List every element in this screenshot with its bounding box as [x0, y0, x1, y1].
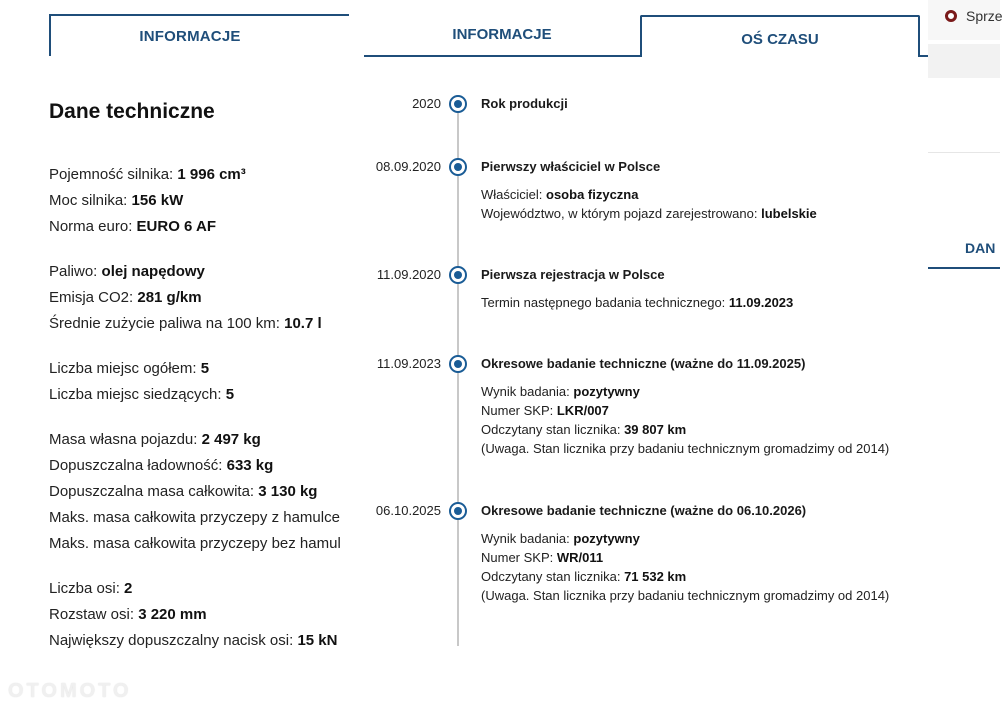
spec-label: Moc silnika: — [49, 192, 132, 209]
timeline-detail-row — [481, 382, 921, 401]
spec-value: 15 kN — [297, 632, 338, 649]
timeline-detail-value: lubelskie — [761, 206, 817, 221]
right-side-panel — [928, 0, 1003, 714]
spec-label: Średnie zużycie paliwa na 100 km: — [49, 315, 285, 332]
spec-value: 5 — [225, 386, 235, 403]
spec-value: 2 — [124, 580, 133, 597]
spec-value: 10.7 l — [284, 315, 322, 332]
timeline-dot-icon — [449, 266, 467, 284]
timeline-detail-value: osoba fizyczna — [546, 187, 639, 202]
timeline-detail-label: (Uwaga. Stan licznika przy badaniu technicznym gromadzimy od 2014) — [481, 588, 890, 603]
timeline-detail-value: LKR/007 — [556, 403, 609, 418]
spec-label: Dopuszczalna ładowność: — [49, 457, 227, 474]
spec-label: Największy dopuszczalny nacisk osi: — [49, 632, 298, 649]
timeline-detail-label: Numer SKP: — [481, 550, 557, 565]
timeline-detail-label: (Uwaga. Stan licznika przy badaniu technicznym gromadzimy od 2014) — [481, 441, 890, 456]
tab-informacje-left[interactable]: INFORMACJE — [49, 14, 349, 56]
spec-row — [49, 576, 369, 602]
spec-label: Emisja CO2: — [49, 289, 138, 306]
timeline-dot-icon — [449, 158, 467, 176]
timeline-detail-label: Wynik badania: — [481, 384, 574, 399]
spec-value: EURO 6 AF — [136, 218, 216, 235]
timeline-panel — [328, 0, 928, 714]
timeline-detail-row — [481, 401, 921, 420]
timeline-date: 06.10.2025 — [375, 503, 441, 518]
timeline-detail-row — [481, 185, 921, 204]
tab-os-czasu[interactable]: OŚ CZASU — [640, 15, 920, 57]
timeline-details — [481, 293, 921, 312]
timeline-detail-value: pozytywny — [573, 531, 640, 546]
timeline-detail-label: Odczytany stan licznika: — [481, 569, 625, 584]
timeline-detail-value: 71 532 km — [624, 569, 687, 584]
timeline-detail-label: Termin następnego badania technicznego: — [481, 295, 729, 310]
spec-row — [49, 531, 369, 557]
timeline-date: 2020 — [412, 96, 441, 111]
spec-value: 3 220 mm — [138, 606, 207, 623]
spec-value: 281 g/km — [137, 289, 202, 306]
timeline-detail-row — [481, 439, 921, 458]
timeline-detail-row — [481, 204, 921, 223]
timeline-date: 08.09.2020 — [375, 159, 441, 174]
spec-row — [49, 628, 369, 654]
spec-row — [49, 427, 369, 453]
spec-group-gap — [49, 337, 369, 356]
spec-value: 3 130 kg — [258, 483, 318, 500]
timeline-detail-label: Województwo, w którym pojazd zarejestrowano: — [481, 206, 762, 221]
spec-label: Maks. masa całkowita przyczepy z hamulce — [49, 509, 340, 526]
spec-label: Dopuszczalna masa całkowita: — [49, 483, 259, 500]
timeline-date: 11.09.2020 — [376, 267, 441, 282]
spec-row — [49, 453, 369, 479]
spec-value: 1 996 cm³ — [177, 166, 246, 183]
spec-group-gap — [49, 557, 369, 576]
spec-value: 156 kW — [131, 192, 184, 209]
right-divider — [928, 152, 1000, 153]
timeline-detail-value: 39 807 km — [624, 422, 687, 437]
spec-row — [49, 214, 369, 240]
timeline-title: Rok produkcji — [481, 96, 568, 111]
timeline-dot-icon — [449, 355, 467, 373]
timeline-content — [481, 266, 921, 312]
spec-label: Liczba miejsc ogółem: — [49, 360, 201, 377]
tab-dane-fragment[interactable]: DAN — [965, 240, 996, 256]
spec-label: Paliwo: — [49, 263, 102, 280]
timeline-content — [481, 502, 921, 605]
spec-group-gap — [49, 240, 369, 259]
timeline-dot-icon — [449, 502, 467, 520]
timeline-detail-row — [481, 529, 921, 548]
spec-label: Maks. masa całkowita przyczepy bez hamul — [49, 535, 341, 552]
timeline-detail-label: Wynik badania: — [481, 531, 574, 546]
timeline-content — [481, 158, 921, 223]
spec-row — [49, 479, 369, 505]
spec-label: Liczba osi: — [49, 580, 125, 597]
timeline-details — [481, 529, 921, 605]
timeline-details — [481, 382, 921, 458]
technical-data-title: Dane techniczne — [49, 100, 215, 123]
spec-row — [49, 356, 369, 382]
timeline-title: Okresowe badanie techniczne (ważne do 11.09.2025) — [481, 356, 806, 371]
technical-spec-list — [49, 162, 369, 654]
spec-value: olej napędowy — [101, 263, 205, 280]
radio-icon[interactable] — [945, 10, 957, 22]
timeline-title: Okresowe badanie techniczne (ważne do 06.10.2026) — [481, 503, 807, 518]
radio-label[interactable]: Sprze — [966, 8, 1003, 24]
timeline-detail-label: Numer SKP: — [481, 403, 557, 418]
spec-row — [49, 259, 369, 285]
timeline-detail-row — [481, 420, 921, 439]
timeline-detail-value: WR/011 — [556, 550, 604, 565]
spec-label: Rozstaw osi: — [49, 606, 139, 623]
watermark-logo: OTOMOTO — [8, 680, 132, 702]
timeline-detail-row — [481, 567, 921, 586]
tab-underline — [920, 55, 928, 57]
timeline-dot-icon — [449, 95, 467, 113]
technical-data-panel — [0, 0, 341, 714]
spec-label: Pojemność silnika: — [49, 166, 178, 183]
timeline-title: Pierwszy właściciel w Polsce — [481, 159, 661, 174]
tab-informacje[interactable]: INFORMACJE — [364, 14, 640, 57]
right-input-strip — [928, 44, 1000, 78]
spec-value: 633 kg — [226, 457, 274, 474]
timeline-content — [481, 95, 921, 113]
spec-row — [49, 285, 369, 311]
spec-row — [49, 162, 369, 188]
spec-row — [49, 382, 369, 408]
timeline-detail-value: 11.09.2023 — [728, 295, 794, 310]
spec-value: 5 — [200, 360, 210, 377]
spec-group-gap — [49, 408, 369, 427]
timeline-details — [481, 185, 921, 223]
timeline-detail-row — [481, 586, 921, 605]
timeline-detail-row — [481, 548, 921, 567]
timeline-detail-label: Odczytany stan licznika: — [481, 422, 625, 437]
spec-row — [49, 602, 369, 628]
timeline-detail-row — [481, 293, 921, 312]
timeline-detail-value: pozytywny — [573, 384, 640, 399]
spec-row — [49, 311, 369, 337]
spec-label: Norma euro: — [49, 218, 137, 235]
spec-label: Masa własna pojazdu: — [49, 431, 202, 448]
spec-label: Liczba miejsc siedzących: — [49, 386, 226, 403]
timeline-axis-line — [457, 108, 459, 646]
spec-row — [49, 505, 369, 531]
timeline-date: 11.09.2023 — [376, 356, 441, 371]
timeline-title: Pierwsza rejestracja w Polsce — [481, 267, 665, 282]
timeline-content — [481, 355, 921, 458]
spec-row — [49, 188, 369, 214]
spec-value: 2 497 kg — [201, 431, 261, 448]
timeline-detail-label: Właściciel: — [481, 187, 547, 202]
tab-dane-underline — [928, 267, 1000, 269]
